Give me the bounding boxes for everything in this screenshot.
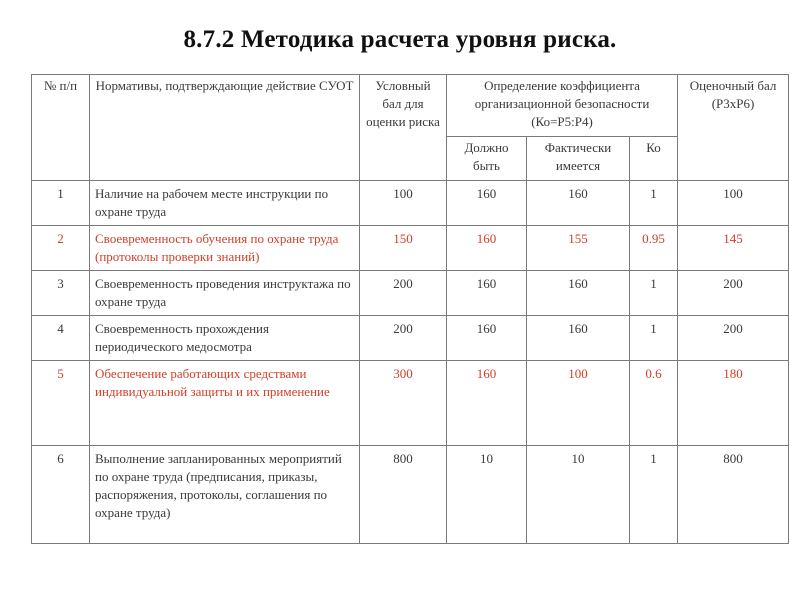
row-number: 1	[32, 181, 90, 226]
row-ko: 1	[630, 181, 678, 226]
row-number: 3	[32, 271, 90, 316]
row-ko: 1	[630, 271, 678, 316]
row-ko: 1	[630, 446, 678, 544]
row-ko: 1	[630, 316, 678, 361]
row-norm: Выполнение запланированных мероприятий по охране труда (предписания, приказы, распоряжения, протоколы, соглашения по охране труда)	[90, 446, 360, 544]
risk-table	[31, 74, 789, 544]
row-ko: 0.95	[630, 226, 678, 271]
header-row	[32, 75, 789, 137]
page-title: 8.7.2 Методика расчета уровня риска.	[183, 26, 617, 53]
row-should: 160	[447, 361, 527, 446]
table-row	[32, 226, 789, 271]
header-num: № п/п	[32, 75, 90, 181]
row-number: 5	[32, 361, 90, 446]
row-ko: 0.6	[630, 361, 678, 446]
row-actual: 10	[527, 446, 630, 544]
row-actual: 160	[527, 316, 630, 361]
row-cond: 200	[360, 271, 447, 316]
table-row	[32, 316, 789, 361]
row-est: 200	[678, 271, 789, 316]
header-ko: Ко	[630, 137, 678, 181]
row-cond: 300	[360, 361, 447, 446]
row-est: 200	[678, 316, 789, 361]
row-actual: 160	[527, 181, 630, 226]
row-est: 100	[678, 181, 789, 226]
header-actual: Фактически имеется	[527, 137, 630, 181]
row-should: 10	[447, 446, 527, 544]
header-norm: Нормативы, подтверждающие действие СУОТ	[90, 75, 360, 181]
row-number: 2	[32, 226, 90, 271]
header-coef: Определение коэффициента организационной безопасности (Ко=Р5:Р4)	[447, 75, 678, 137]
table-row	[32, 446, 789, 544]
row-norm: Своевременность проведения инструктажа по охране труда	[90, 271, 360, 316]
row-norm: Своевременность обучения по охране труда (протоколы проверки знаний)	[90, 226, 360, 271]
table-row	[32, 181, 789, 226]
row-number: 6	[32, 446, 90, 544]
row-should: 160	[447, 316, 527, 361]
row-est: 800	[678, 446, 789, 544]
row-should: 160	[447, 271, 527, 316]
row-est: 145	[678, 226, 789, 271]
table-row	[32, 361, 789, 446]
header-cond: Условный бал для оценки риска	[360, 75, 447, 181]
table-row	[32, 271, 789, 316]
row-norm: Своевременность прохождения периодического медосмотра	[90, 316, 360, 361]
row-cond: 200	[360, 316, 447, 361]
row-cond: 150	[360, 226, 447, 271]
row-should: 160	[447, 226, 527, 271]
row-norm: Наличие на рабочем месте инструкции по охране труда	[90, 181, 360, 226]
row-should: 160	[447, 181, 527, 226]
row-cond: 100	[360, 181, 447, 226]
row-cond: 800	[360, 446, 447, 544]
row-actual: 160	[527, 271, 630, 316]
row-norm: Обеспечение работающих средствами индивидуальной защиты и их применение	[90, 361, 360, 446]
row-actual: 155	[527, 226, 630, 271]
row-number: 4	[32, 316, 90, 361]
row-est: 180	[678, 361, 789, 446]
row-actual: 100	[527, 361, 630, 446]
header-should: Должно быть	[447, 137, 527, 181]
header-est: Оценочный бал (Р3хР6)	[678, 75, 789, 181]
